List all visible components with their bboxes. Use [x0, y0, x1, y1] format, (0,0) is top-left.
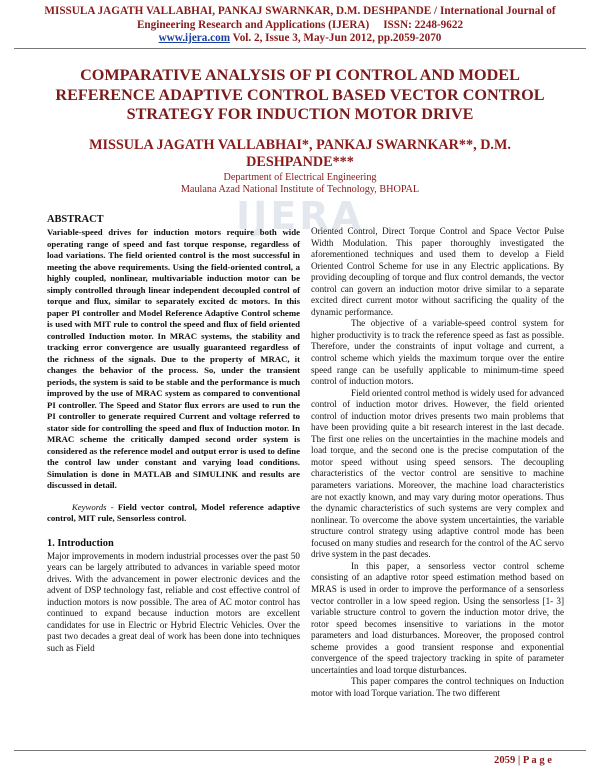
- department: Department of Electrical Engineering: [223, 172, 377, 183]
- ijera-watermark: IJERA: [236, 194, 364, 238]
- paper-authors: MISSULA JAGATH VALLABHAI*, PANKAJ SWARNKAR**, D.M. DESHPANDE***: [89, 137, 511, 170]
- introduction-text: Major improvements in modern industrial processes over the past 50 years can be largely attributed to advances in variable speed motor drives. With the advancement in power electronic devices and the advent of DSP technology fast, reliable and cost effective control of induction motors is now possible. The area of AC motor control has continued to expand because induction motors are excellent candidates for use in Electric or Hybrid Electric Vehicles. Over the past two decades a great deal of work has been done into techniques such as Field: [47, 550, 300, 653]
- keywords-list: Field vector control, Model reference adaptive control, MIT rule, Sensorless control.: [47, 501, 300, 523]
- paper-title: COMPARATIVE ANALYSIS OF PI CONTROL AND MODEL REFERENCE ADAPTIVE CONTROL BASED VECTOR CONTROL STRATEGY FOR INDUCTION MOTOR DRIVE: [55, 66, 545, 123]
- journal-authors-line: MISSULA JAGATH VALLABHAI, PANKAJ SWARNKAR, D.M. DESHPANDE / International Journal of Engineering Research and Applications (IJERA): [44, 5, 556, 31]
- header-divider: [14, 48, 586, 49]
- left-column: [47, 214, 300, 654]
- right-column: [311, 226, 564, 699]
- journal-volume: Vol. 2, Issue 3, May-Jun 2012, pp.2059-2070: [232, 32, 442, 44]
- journal-header: [20, 5, 580, 46]
- abstract-heading: ABSTRACT: [47, 214, 104, 225]
- keywords-label: Keywords: [71, 501, 107, 512]
- journal-issn: ISSN: 2248-9622: [383, 18, 464, 31]
- abstract-text: Variable-speed drives for induction motors require both wide operating range of speed and fast torque response, regardless of load variations. The field oriented control is the most successful in meeting the above requirements. Using the field-oriented control, a highly coupled, nonlinear, multivariable induction motor can be simply controlled through linear independent decoupled control of torque and flux, similar to separately excited dc motors. In this paper PI controller and Model Reference Adaptive Control scheme is used with MIT rule to control the speed and flux of field oriented controlled Induction motor. In MRAC systems, the stability and tracking error convergence are usually guaranteed regardless of the richness of the signals. Due to the property of MRAC, it changes the behavior of the process. So, under the transient periods, the system is said to be stable and the performance is much improved by the use of MRAC system as compared to conventional PI controller. The Speed and Stator flux errors are used to run the PI controller to generate required Current and voltage referred to stator side for controlling the speed and flux of Induction motor. In MRAC scheme the critically damped second order system is considered as the reference model and output error is used to define the control law under constant and varying load conditions. Simulation is done in MATLAB and SIMULINK and results are discussed in detail.: [47, 227, 300, 490]
- journal-url-link[interactable]: www.ijera.com: [158, 32, 231, 44]
- institute: Maulana Azad National Institute of Technology, BHOPAL: [180, 183, 420, 195]
- page-number: 2059 | P a g e: [494, 755, 552, 766]
- paragraph-4: In this paper, a sensorless vector control scheme consisting of an adaptive rotor speed estimation method based on MRAS is used in order to improve the performance of a sensorless vector controller in a low speed region. Using the sensorless [1- 3] variable structure control to govern the induction motor drive, the rotor speed becomes insensitive to variations in the motor parameters and load disturbances. Moreover, the proposed control scheme provides a good transient response and exponential convergence of the speed trajectory tracking in spite of parameter uncertainties and load torque disturbances.: [311, 560, 564, 675]
- footer-divider: [14, 750, 586, 751]
- affiliation: [100, 172, 500, 195]
- introduction-heading: 1. Introduction: [47, 537, 114, 549]
- paragraph-1: Oriented Control, Direct Torque Control and Space Vector Pulse Width Modulation. This paper thoroughly investigated the aforementioned techniques and used them to develop a Field Oriented Control Scheme for use in any Electric applications. By providing decoupling of torque and flux control demands, the vector control can govern an induction motor drive similar to a separate excited direct current motor without sacrificing the quality of the dynamic performance.: [311, 226, 564, 317]
- paragraph-3: Field oriented control method is widely used for advanced control of induction motor drives. However, the field oriented control of induction motor drives presents two main problems that have been providing quite a bit research interest in the last decade. The first one relies on the uncertainties in the machine models and load torque, and the second one is the precise computation of the motor speed without using speed sensors. The decoupling characteristics of the vector control are sensitive to machine parameters variations. Moreover, the machine load characteristics are not exactly known, and may vary during motor operations. Thus the dynamic characteristics of such systems are very complex and nonlinear. To overcome the above system uncertainties, the variable structure control strategy using adaptive control mode has been focused on many studies and research for the control of the AC servo drive system in the past decades.: [311, 387, 564, 560]
- keywords: [47, 502, 300, 525]
- keywords-separator: -: [106, 501, 118, 512]
- paragraph-2: The objective of a variable-speed control system for higher productivity is to track the reference speed as fast as possible. Therefore, under the constraints of input voltage and current, a control scheme which yields the maximum torque over the entire speed range can be usefully applicable to minimum-time speed control of induction motors.: [311, 318, 564, 387]
- paragraph-5: This paper compares the control techniques on Induction motor with load Torque variation. The two different: [311, 676, 564, 698]
